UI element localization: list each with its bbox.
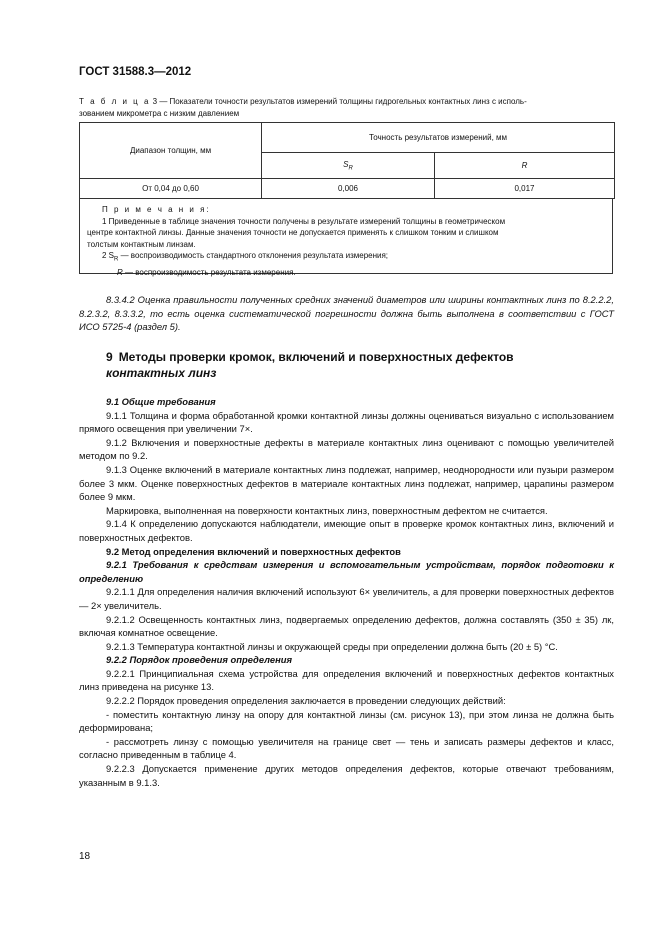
table-caption-line2: зованием микрометра с низким давлением <box>79 108 240 118</box>
table-row <box>80 179 615 199</box>
section-9-body <box>79 395 614 789</box>
heading-9-2: 9.2 Метод определения включений и поверхностных дефектов <box>106 545 401 557</box>
paragraph-911: 9.1.1 Толщина и форма обработанной кромки контактной линзы должны оцениваться визуально с использованием прямого освещения при увеличении 7×. <box>79 409 614 435</box>
paragraph-914: 9.1.4 К определению допускаются наблюдатели, имеющие опыт в проверке кромок контактных линз, включений и поверхностных дефектов. <box>79 518 614 543</box>
accuracy-table <box>79 122 615 199</box>
heading-9-2-1: 9.2.1 Требования к средствам измерения и вспомогательным устройствам, порядок подготовки к определению <box>79 559 614 584</box>
header-range: Диапазон толщин, мм <box>80 123 262 179</box>
paragraph-9212: 9.2.1.2 Освещенность контактных линз, подвергаемых определению дефектов, должна составлять (350 ± 35) лк, включая комнатное освещение. <box>79 613 614 639</box>
cell-range: От 0,04 до 0,60 <box>80 179 262 199</box>
note-2-line2: R — воспроизводимость результата измерения. <box>117 267 296 277</box>
note-2-line1: 2 $S_R$ — воспроизводимость стандартного отклонения результата измерения; <box>102 251 389 263</box>
section-9-title: 9 Методы проверки кромок, включений и поверхностных дефектов контактных линз <box>106 350 514 380</box>
list-item: - поместить контактную линзу на опору для контактной линзы (см. рисунок 13), при этом линза не должна быть деформирована; <box>79 708 614 734</box>
table-caption <box>79 96 619 119</box>
page-number: 18 <box>79 851 91 862</box>
document-header: ГОСТ 31588.3—2012 <box>79 66 192 78</box>
note-1-line2: центре контактной линзы. Данные значения точности не допускается применять к слишком тонким и слишком <box>87 228 499 238</box>
paragraph-9223: 9.2.2.3 Допускается применение других методов определения дефектов, которые отвечают требованиям, указанным в 9.1.3. <box>79 763 614 788</box>
cell-r: 0,017 <box>435 179 615 199</box>
notes-title: П р и м е ч а н и я: <box>102 205 211 214</box>
paragraph-913: 9.1.3 Оценке включений в материале контактных линз подлежат, например, неоднородности или пузыри размером более 3 мкм. Оценке поверхностных дефектов в материале контактных линз подлежат, например, царапины размером более 9 мкм. <box>79 463 614 503</box>
cell-sr: 0,006 <box>262 179 435 199</box>
list-item: - рассмотреть линзу с помощью увеличителя на границе свет — тень и записать размеры дефектов и класс, согласно приведенным в таблице 4. <box>79 735 614 761</box>
table-caption-word: Т а б л и ц а <box>79 97 151 106</box>
paragraph-9213: 9.2.1.3 Температура контактной линзы и окружающей среды при определении должна быть (20 ± 5) °С. <box>106 640 558 652</box>
heading-9-1: 9.1 Общие требования <box>106 396 216 407</box>
header-accuracy: Точность результатов измерений, мм <box>262 123 615 153</box>
table-notes <box>79 198 613 277</box>
paragraph-8342: 8.3.4.2 Оценка правильности полученных средних значений диаметров или ширины контактных линз по 8.2.2.2, 8.2.3.2, 8.3.3.2, то есть оценка систематической погрешности должна быть выполнена в соответствии с ГОСТ ИСО 5725-4 (раздел 5). <box>79 294 614 333</box>
heading-9-2-2: 9.2.2 Порядок проведения определения <box>106 654 292 666</box>
paragraph-8342-block <box>79 293 614 334</box>
paragraph-912: 9.1.2 Включения и поверхностные дефекты в материале контактных линз оценивают с помощью увеличителей методом по 9.2. <box>79 436 614 462</box>
header-r: R <box>435 153 615 179</box>
paragraph-9211: 9.2.1.1 Для определения наличия включений используют 6× увеличитель, а для проверки поверхностных дефектов — 2× увеличитель. <box>79 586 614 611</box>
table-caption-text: 3 — Показатели точности результатов измерений толщины гидрогельных контактных линз с исполь- <box>150 97 527 106</box>
paragraph-913b: Маркировка, выполненная на поверхности контактных линз, поверхностным дефектом не считается. <box>106 504 548 516</box>
paragraph-9221: 9.2.2.1 Принципиальная схема устройства для определения включений и поверхностных дефектов контактных линз приведена на рисунке 13. <box>79 667 614 693</box>
paragraph-9222: 9.2.2.2 Порядок проведения определения заключается в проведении следующих действий: <box>106 695 506 707</box>
note-1-line3: толстым контактным линзам. <box>87 239 196 249</box>
header-sr: $S_R$ <box>262 153 435 179</box>
note-1-line1: 1 Приведенные в таблице значения точности получены в результате измерений толщины в геометрическом <box>102 216 506 226</box>
